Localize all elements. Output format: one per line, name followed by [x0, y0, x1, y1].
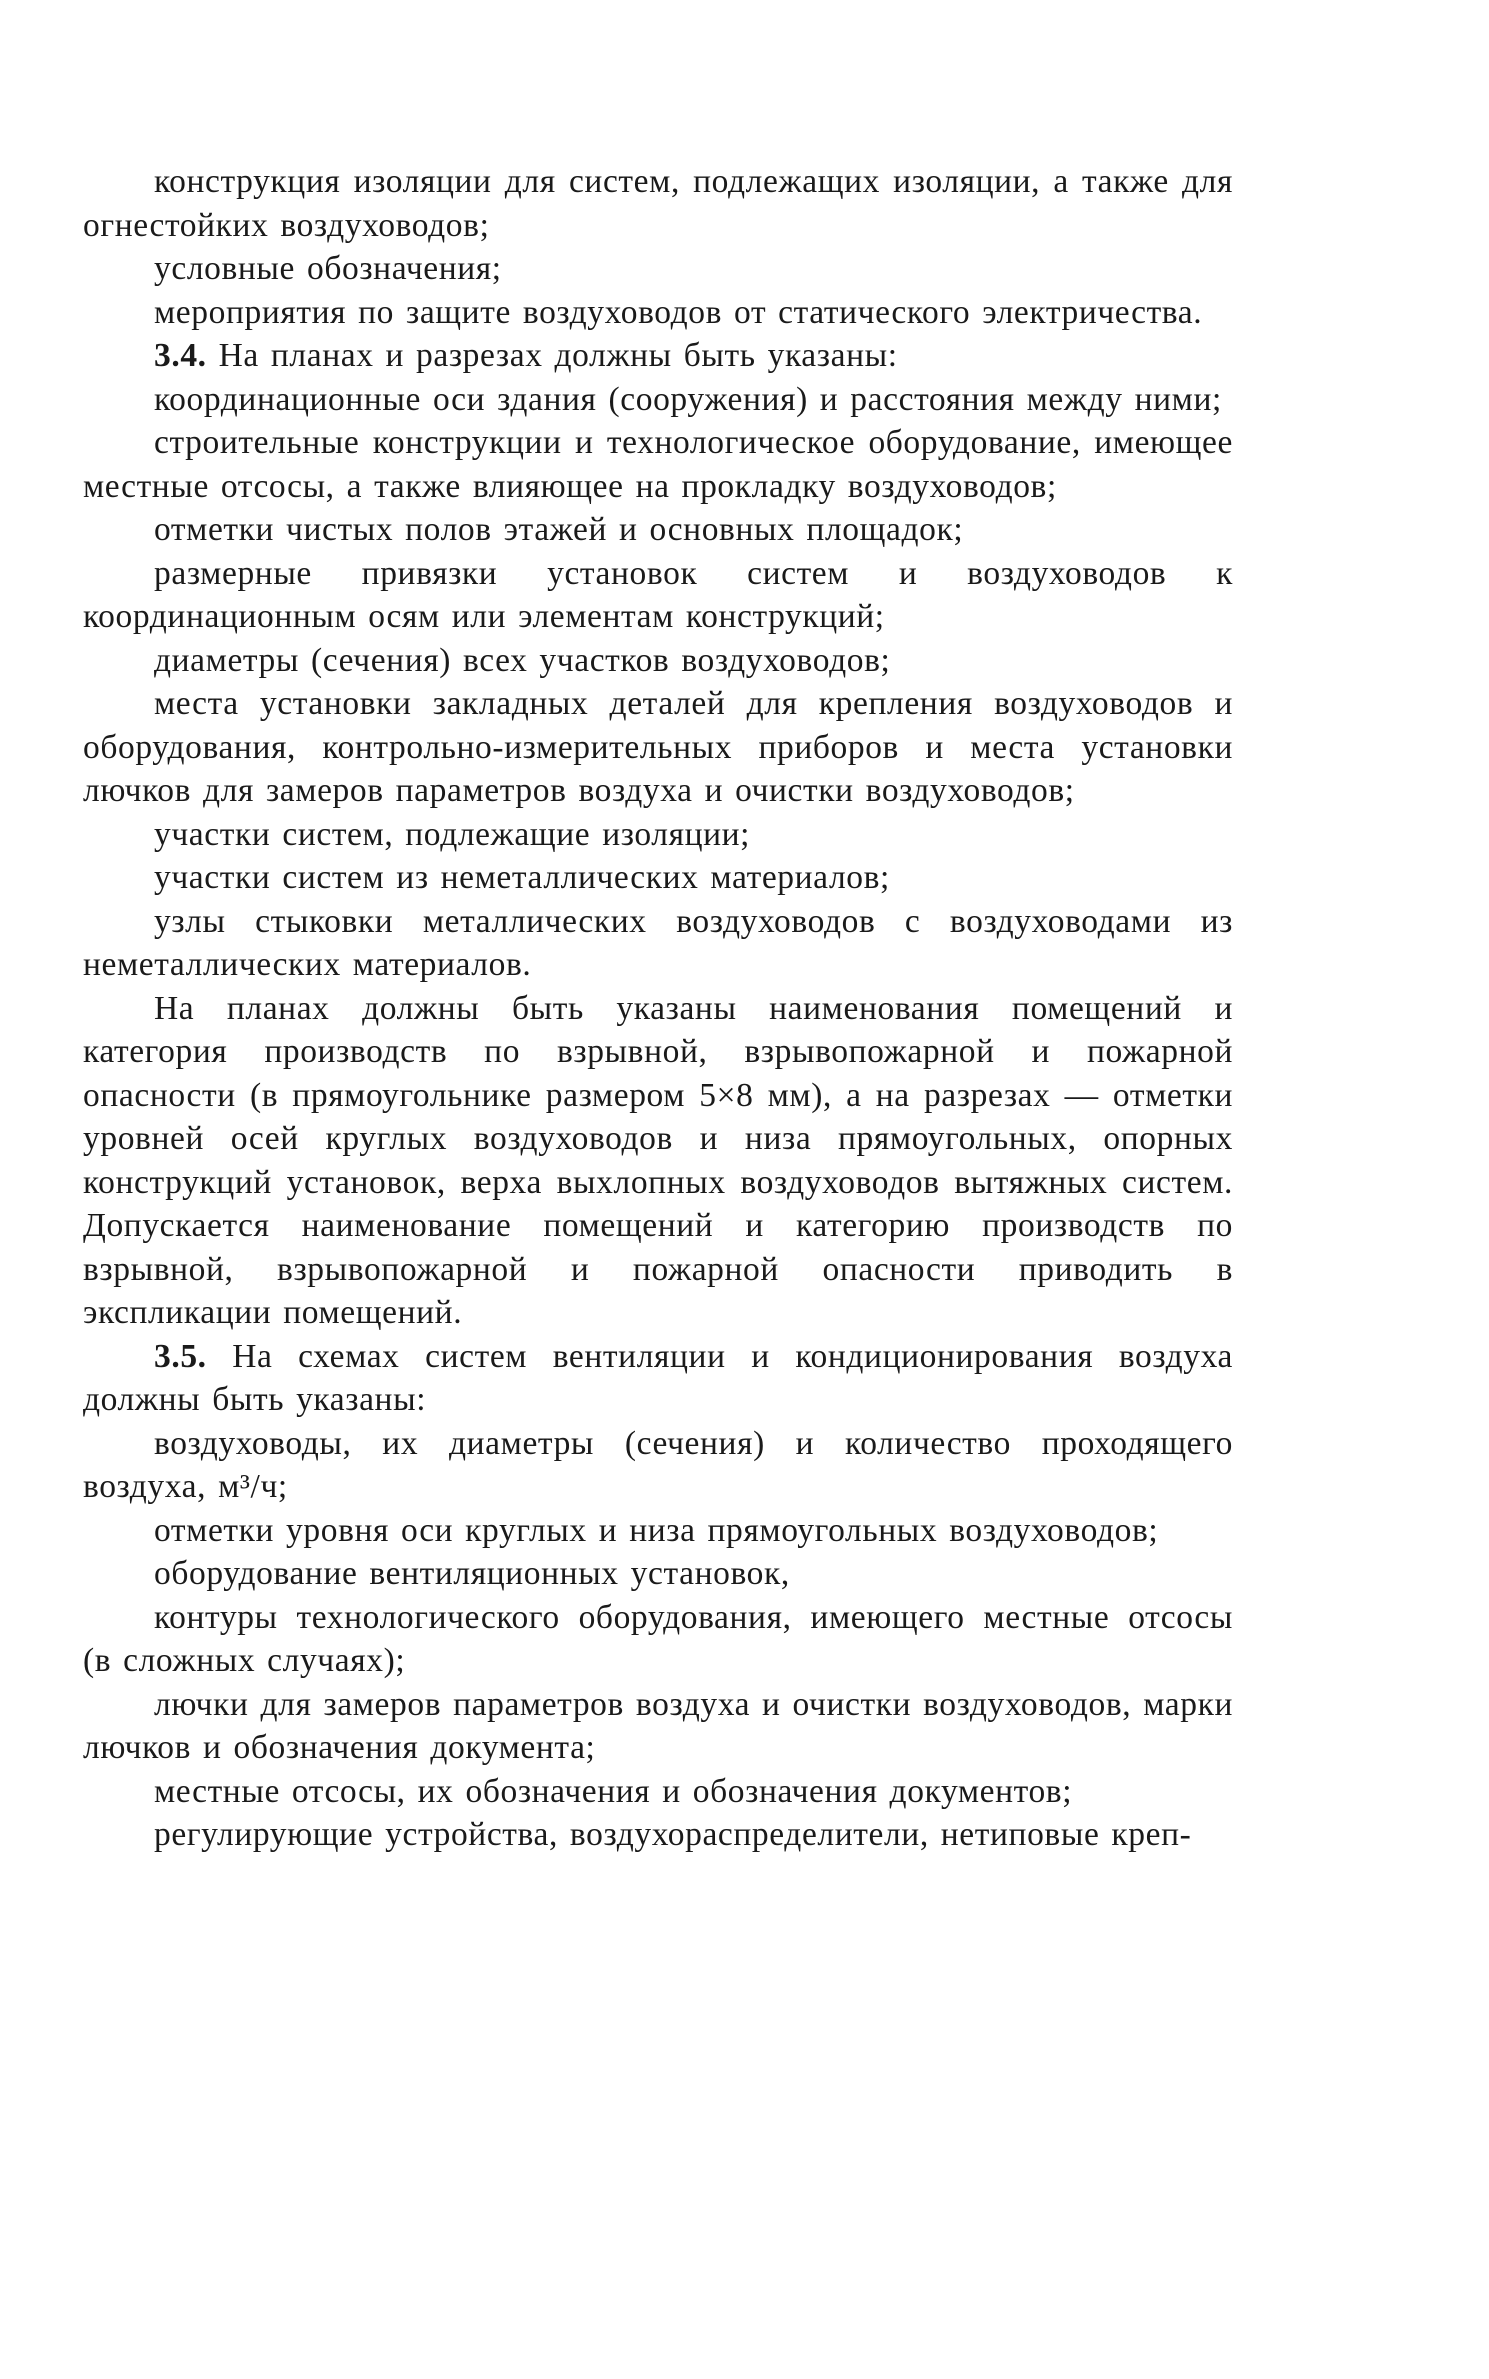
paragraph: регулирующие устройства, воздухораспределители, нетиповые креп- — [154, 1816, 1192, 1853]
paragraph: отметки уровня оси круглых и низа прямоугольных воздуховодов; — [154, 1511, 1159, 1549]
paragraph: места установки закладных деталей для крепления воздуховодов и оборудования, контрольно-измерительных приборов и места установки лючков для замеров параметров воздуха и очистки воздуховодов; — [83, 685, 1233, 809]
paragraph: отметки чистых полов этажей и основных площадок; — [154, 511, 964, 548]
section-number: 3.4. — [154, 337, 207, 374]
paragraph: контуры технологического оборудования, имеющего местные отсосы (в сложных случаях); — [83, 1598, 1233, 1679]
section-number: 3.5. — [154, 1337, 207, 1375]
document-body — [83, 160, 1233, 1857]
paragraph: лючки для замеров параметров воздуха и очистки воздуховодов, марки лючков и обозначения документа; — [83, 1685, 1234, 1766]
paragraph: участки систем, подлежащие изоляции; — [154, 815, 751, 853]
paragraph: размерные привязки установок систем и воздуховодов к координационным осям или элементам конструкций; — [83, 554, 1233, 635]
paragraph: диаметры (сечения) всех участков воздуховодов; — [154, 641, 891, 679]
paragraph: На планах должны быть указаны наименования помещений и категория производств по взрывной, взрывопожарной и пожарной опасности (в прямоугольнике размером 5×8 мм), а на разрезах — отметки уровней осей круглых воздуховодов и низа прямоугольных, опорных конструкций установок, верха выхлопных воздуховодов вытяжных систем. Допускается наименование помещений и категорию производств по взрывной, взрывопожарной и пожарной опасности приводить в экспликации помещений. — [83, 989, 1233, 1331]
paragraph: узлы стыковки металлических воздуховодов с воздуховодами из неметаллических материалов. — [83, 902, 1233, 983]
paragraph: воздуховоды, их диаметры (сечения) и количество проходящего воздуха, м³/ч; — [83, 1424, 1233, 1505]
paragraph: оборудование вентиляционных установок, — [154, 1555, 790, 1592]
paragraph: участки систем из неметаллических материалов; — [154, 859, 890, 896]
paragraph: строительные конструкции и технологическое оборудование, имеющее местные отсосы, а также влияющее на прокладку воздуховодов; — [83, 424, 1233, 505]
section-3-5-heading: 3.5. На схемах систем вентиляции и кондиционирования воздуха должны быть указаны: — [83, 1337, 1233, 1418]
paragraph: условные обозначения; — [154, 250, 502, 287]
paragraph: местные отсосы, их обозначения и обозначения документов; — [154, 1772, 1073, 1810]
section-3-4-heading: 3.4. На планах и разрезах должны быть указаны: — [154, 337, 898, 374]
paragraph: координационные оси здания (сооружения) и расстояния между ними; — [154, 380, 1222, 418]
paragraph: мероприятия по защите воздуховодов от статического электричества. — [154, 293, 1203, 331]
paragraph: конструкция изоляции для систем, подлежащих изоляции, а также для огнестойких воздуховодов; — [83, 163, 1233, 244]
